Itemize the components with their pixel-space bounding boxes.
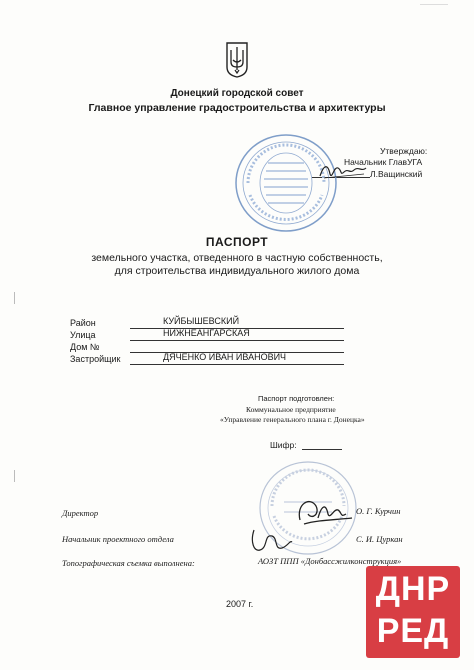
prepared-org: Коммунальное предприятие bbox=[246, 405, 336, 414]
document-title: ПАСПОРТ bbox=[205, 235, 269, 249]
prepared-office: «Управление генерального плана г. Донецка» bbox=[220, 415, 365, 424]
field-label-developer: Застройщик bbox=[70, 354, 121, 364]
topo-survey-org: АОЗТ ППП «Донбассжилконструкция» bbox=[258, 556, 402, 566]
field-value-street: НИЖНЕАНГАРСКАЯ bbox=[163, 328, 250, 338]
dept-head-signature bbox=[246, 524, 296, 558]
director-title: Директор bbox=[62, 508, 99, 518]
prepared-label: Паспорт подготовлен: bbox=[258, 394, 335, 403]
corner-mark bbox=[420, 4, 448, 11]
field-value-developer: ДЯЧЕНКО ИВАН ИВАНОВИЧ bbox=[163, 352, 287, 362]
code-line bbox=[302, 449, 342, 450]
approval-label: Утверждаю: bbox=[380, 146, 428, 156]
document-year: 2007 г. bbox=[226, 599, 254, 609]
document-subtitle-line-1: земельного участка, отведенного в частную собственность, bbox=[91, 252, 383, 264]
field-value-district: КУЙБЫШЕВСКИЙ bbox=[163, 316, 240, 326]
approval-name: Л.Ващинский bbox=[370, 169, 423, 179]
document-subtitle-line-2: для строительства индивидуального жилого дома bbox=[114, 265, 360, 277]
field-line-developer bbox=[130, 364, 344, 365]
director-name: О. Г. Курчин bbox=[356, 506, 401, 516]
field-label-house: Дом № bbox=[70, 342, 100, 352]
approval-position: Начальник ГлавУГА bbox=[344, 157, 423, 167]
trident-emblem-icon bbox=[224, 40, 250, 78]
department-name: Главное управление градостроительства и архитектуры bbox=[88, 102, 386, 114]
field-label-district: Район bbox=[70, 318, 96, 328]
field-label-street: Улица bbox=[70, 330, 96, 340]
code-label: Шифр: bbox=[270, 440, 297, 450]
field-line-street bbox=[130, 340, 344, 341]
watermark-line-2: РЕД bbox=[376, 612, 450, 650]
council-name: Донецкий городской совет bbox=[170, 88, 304, 99]
punch-mark bbox=[14, 292, 15, 304]
approval-signature bbox=[318, 160, 368, 182]
watermark-line-1: ДНР bbox=[375, 570, 451, 608]
topo-survey-title: Топографическая съемка выполнена: bbox=[62, 558, 195, 568]
director-signature bbox=[294, 490, 354, 530]
dnr-red-watermark-logo bbox=[366, 566, 460, 658]
punch-mark bbox=[14, 470, 15, 482]
dept-head-title: Начальник проектного отдела bbox=[62, 534, 174, 544]
official-stamp bbox=[234, 133, 338, 233]
dept-head-name: С. И. Цуркан bbox=[356, 534, 403, 544]
